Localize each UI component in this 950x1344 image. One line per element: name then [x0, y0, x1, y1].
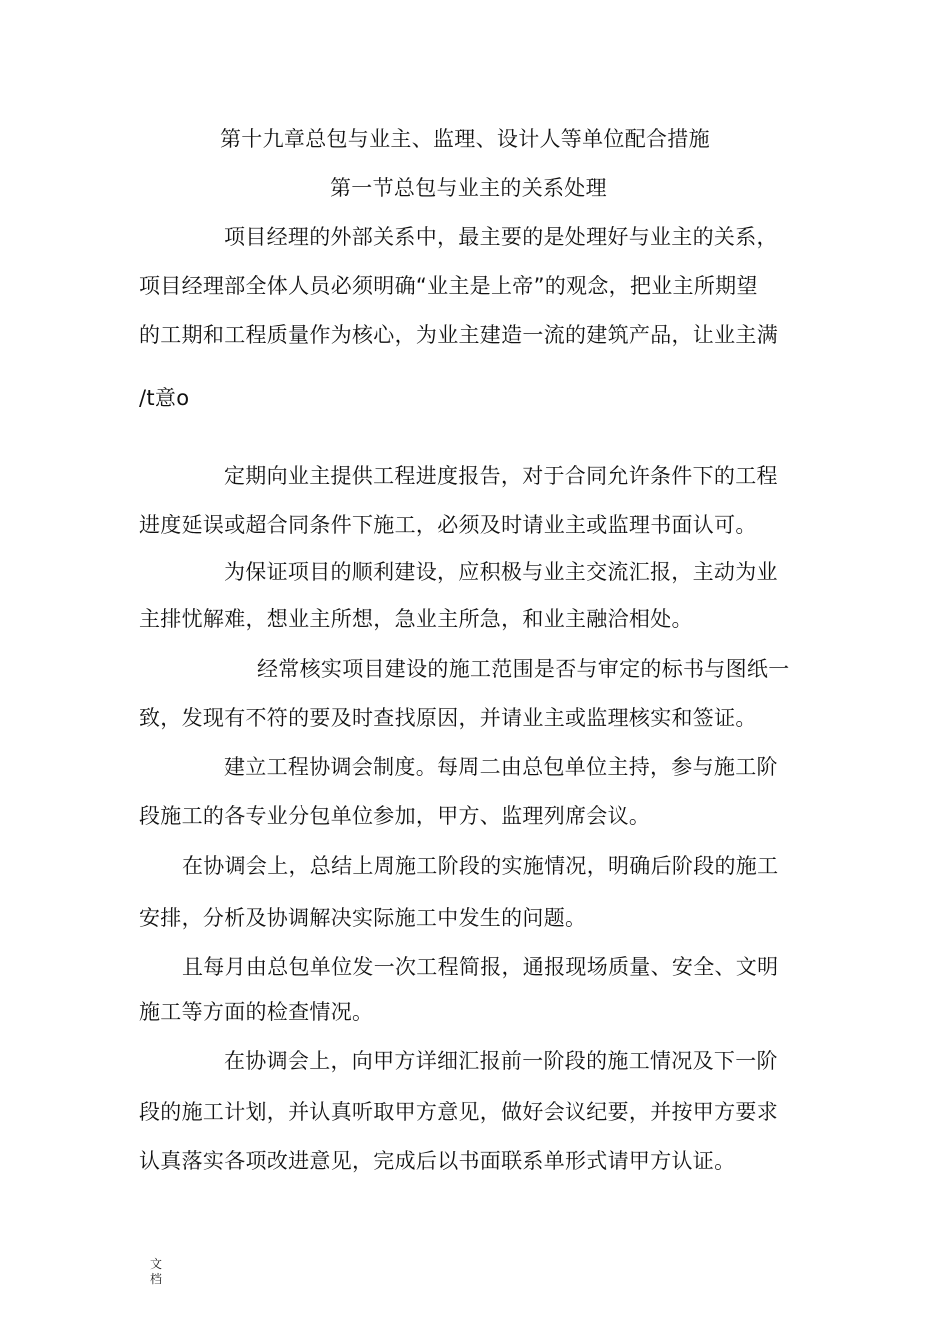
body-line: 在协调会上，向甲方详细汇报前一阶段的施工情况及下一阶 [224, 1049, 778, 1073]
body-line: 段的施工计划，并认真听取甲方意见，做好会议纪要，并按甲方要求 [139, 1100, 778, 1124]
body-line: 定期向业主提供工程进度报告，对于合同允许条件下的工程 [224, 464, 778, 488]
body-line: 段施工的各专业分包单位参加，甲方、监理列席会议。 [139, 804, 651, 828]
body-line: 施工等方面的检查情况。 [139, 1000, 374, 1024]
footer-label: 文档 [150, 1257, 163, 1286]
body-line: 致，发现有不符的要及时查找原因，并请业主或监理核实和签证。 [139, 706, 757, 730]
body-line: 且每月由总包单位发一次工程简报，通报现场质量、安全、文明 [182, 955, 779, 979]
body-line: 认真落实各项改进意见，完成后以书面联系单形式请甲方认证。 [139, 1149, 736, 1173]
body-line: 经常核实项目建设的施工范围是否与审定的标书与图纸一 [257, 657, 790, 681]
body-line: 进度延误或超合同条件下施工，必须及时请业主或监理书面认可。 [139, 513, 757, 537]
body-line: 在协调会上，总结上周施工阶段的实施情况，明确后阶段的施工 [182, 854, 779, 878]
body-line: 安排，分析及协调解决实际施工中发生的问题。 [139, 906, 587, 930]
section-title: 第一节总包与业主的关系处理 [330, 176, 607, 200]
body-line: 项目经理的外部关系中，最主要的是处理好与业主的关系， [224, 225, 778, 249]
chapter-title: 第十九章总包与业主、监理、设计人等单位配合措施 [220, 127, 710, 151]
body-line: 建立工程协调会制度。每周二由总包单位主持，参与施工阶 [224, 755, 778, 779]
body-line: /t意o [139, 386, 190, 410]
body-line: 主排忧解难，想业主所想，急业主所急，和业主融洽相处。 [139, 607, 693, 631]
body-line: 项目经理部全体人员必须明确“业主是上帝”的观念，把业主所期望 [139, 274, 758, 298]
body-line: 为保证项目的顺利建设，应积极与业主交流汇报，主动为业 [224, 560, 778, 584]
body-line: 的工期和工程质量作为核心，为业主建造一流的建筑产品，让业主满 [139, 323, 778, 347]
